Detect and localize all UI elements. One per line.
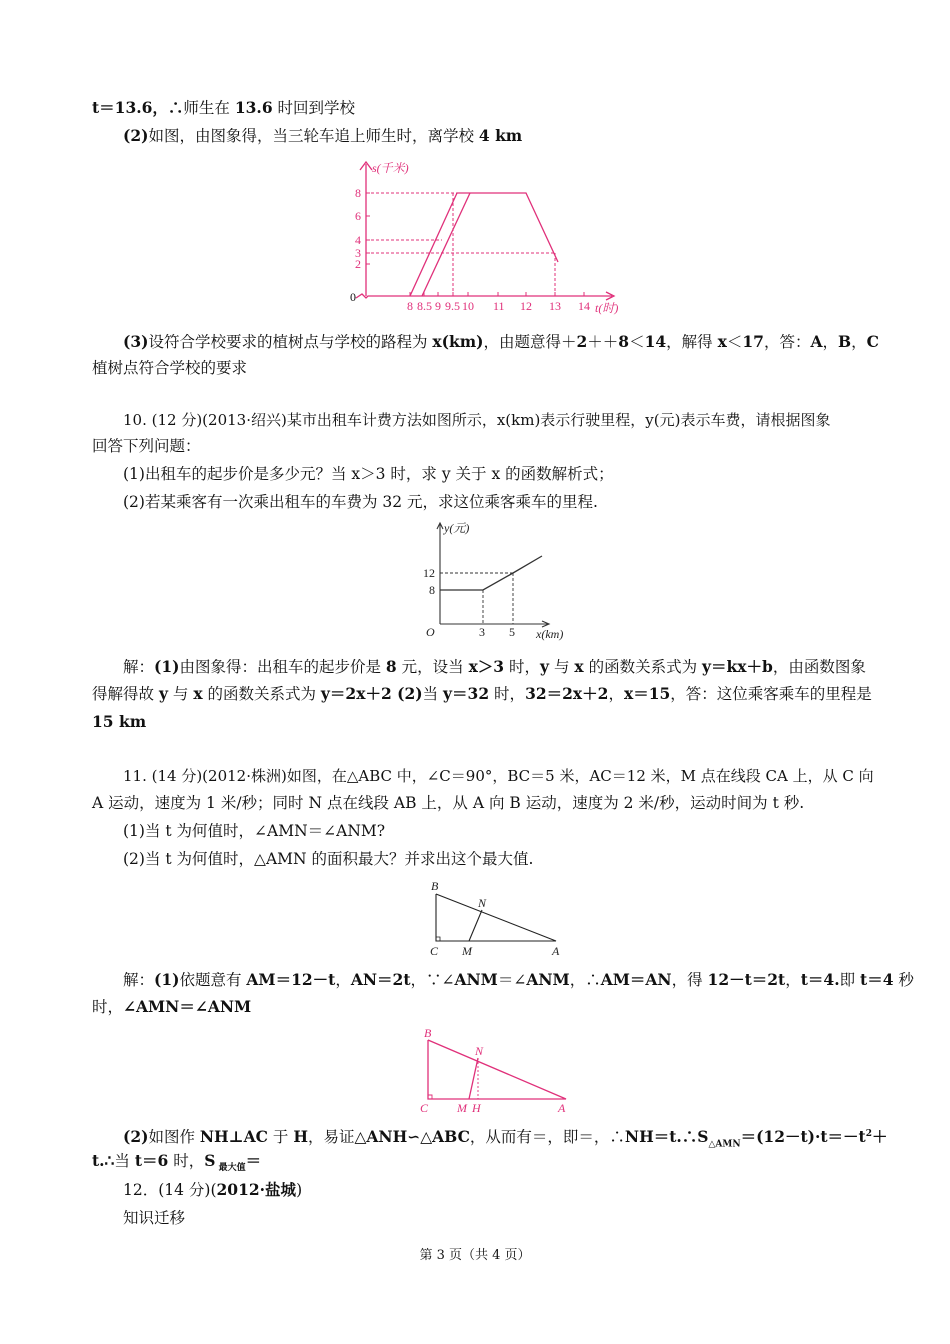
- solution-line: 植树点符合学校的要求: [92, 359, 248, 377]
- line-b: [422, 193, 470, 296]
- x-tick-label: 3: [479, 625, 485, 639]
- vertex-label: B: [431, 879, 439, 893]
- point-label: H: [472, 1101, 481, 1115]
- solution-line: 解：(1)由图象得：出租车的起步价是 8 元，设当 x＞3 时，y 与 x 的函数关系式为 y＝kx＋b，由函数图象: [123, 657, 866, 676]
- solution-line: (2)如图作 NH⊥AC 于 H，易证△ANH∽△ABC，从而有＝，即＝，$\therefore NH=t.\therefore S_{\triangle AMN}=(12-t)\cdot t=-t^2+$: [123, 1127, 888, 1150]
- y-axis-label: s(千米): [372, 161, 409, 175]
- x-tick-label: 13: [549, 299, 561, 313]
- question-text: 回答下列问题：: [92, 437, 201, 455]
- solution-line: 解：(1)依题意有 AM＝12－t，AN＝2t，∵∠ANM＝∠ANM，∴AM＝AN，得 12－t＝2t，t＝4.即 t＝4 秒: [123, 970, 914, 989]
- taxi-fare-graph: [418, 518, 578, 646]
- origin-label: O: [426, 625, 435, 639]
- vertex-label: A: [552, 944, 560, 958]
- vehicle-path: [457, 193, 558, 262]
- point-label: N: [478, 896, 487, 910]
- x-axis-label: x(km): [536, 627, 564, 641]
- sub-question: (1)当 t 为何值时，∠AMN＝∠ANM?: [123, 822, 386, 840]
- section-label: 知识迁移: [123, 1209, 186, 1227]
- x-tick-label: 8: [407, 299, 413, 313]
- solution-line: 得解得故 y 与 x 的函数关系式为 y＝2x＋2 (2)当 y＝32 时，32＝2x＋2，x＝15，答：这位乘客乘车的里程是: [92, 684, 872, 703]
- y-tick-label: 6: [355, 209, 361, 223]
- y-tick-label: 8: [355, 186, 361, 200]
- y-tick-label: 3: [355, 246, 361, 260]
- x-tick-label: 9.5: [445, 299, 460, 313]
- distance-time-graph: [350, 158, 640, 318]
- solution-line: (3)设符合学校要求的植树点与学校的路程为 x(km)，由题意得＋2＋＋8＜14，解得 x＜17，答：A，B，C: [123, 332, 879, 351]
- x-tick-label: 11: [493, 299, 505, 313]
- x-tick-label: 12: [520, 299, 532, 313]
- x-axis-label: t(时): [595, 301, 619, 315]
- solution-line: (2)如图，由图象得，当三轮车追上师生时，离学校 4 km: [123, 126, 523, 145]
- solution-line: t＝13.6，∴师生在 13.6 时回到学校: [92, 98, 356, 117]
- vertex-label: C: [420, 1101, 429, 1115]
- question-text: 12．(14 分)(2012·盐城): [123, 1180, 303, 1199]
- x-axis: [356, 294, 612, 298]
- point-label: M: [462, 944, 472, 958]
- y-tick-label: 2: [355, 257, 361, 271]
- vertex-label: A: [558, 1101, 566, 1115]
- y-tick-label: 8: [429, 583, 435, 597]
- sub-question: (1)出租车的起步价是多少元？当 x＞3 时，求 y 关于 x 的函数解析式；: [123, 465, 614, 483]
- triangle-figure-nh: [416, 1024, 576, 1116]
- x-tick-label: 8.5: [417, 299, 432, 313]
- y-tick-label: 4: [355, 233, 361, 247]
- line-a: [410, 193, 457, 296]
- y-tick-label: 12: [423, 566, 435, 580]
- solution-line: 15 km: [92, 712, 147, 731]
- y-axis-label: y(元): [444, 521, 470, 535]
- sub-question: (2)若某乘客有一次乘出租车的车费为 32 元，求这位乘客乘车的里程.: [123, 493, 598, 511]
- x-tick-label: 14: [578, 299, 590, 313]
- solution-line: 时，∠AMN＝∠ANM: [92, 997, 252, 1016]
- x-tick-label: 9: [435, 299, 441, 313]
- x-tick-label: 10: [462, 299, 474, 313]
- sub-question: (2)当 t 为何值时，△AMN 的面积最大？并求出这个最大值.: [123, 850, 534, 868]
- question-text: A 运动，速度为 1 米/秒；同时 N 点在线段 AB 上，从 A 向 B 运动，速度为 2 米/秒，运动时间为 t 秒.: [92, 794, 805, 812]
- origin-label: 0: [350, 290, 356, 304]
- point-label: M: [457, 1101, 467, 1115]
- question-text: 10. (12 分)(2013·绍兴)某市出租车计费方法如图所示，x(km)表示行驶里程，y(元)表示车费，请根据图象: [123, 411, 831, 429]
- vertex-label: B: [424, 1026, 432, 1040]
- question-text: 11. (14 分)(2012·株洲)如图，在△ABC 中，∠C＝90°，BC＝5 米，AC＝12 米，M 点在线段 CA 上，从 C 向: [123, 767, 874, 785]
- page-footer: 第 3 页（共 4 页）: [419, 1248, 531, 1263]
- solution-line: t.∴当 t＝6 时，S $_{最大值}$＝: [92, 1151, 262, 1174]
- triangle-figure: [424, 876, 574, 958]
- point-label: N: [475, 1044, 484, 1058]
- vertex-label: C: [430, 944, 439, 958]
- x-tick-label: 5: [509, 625, 515, 639]
